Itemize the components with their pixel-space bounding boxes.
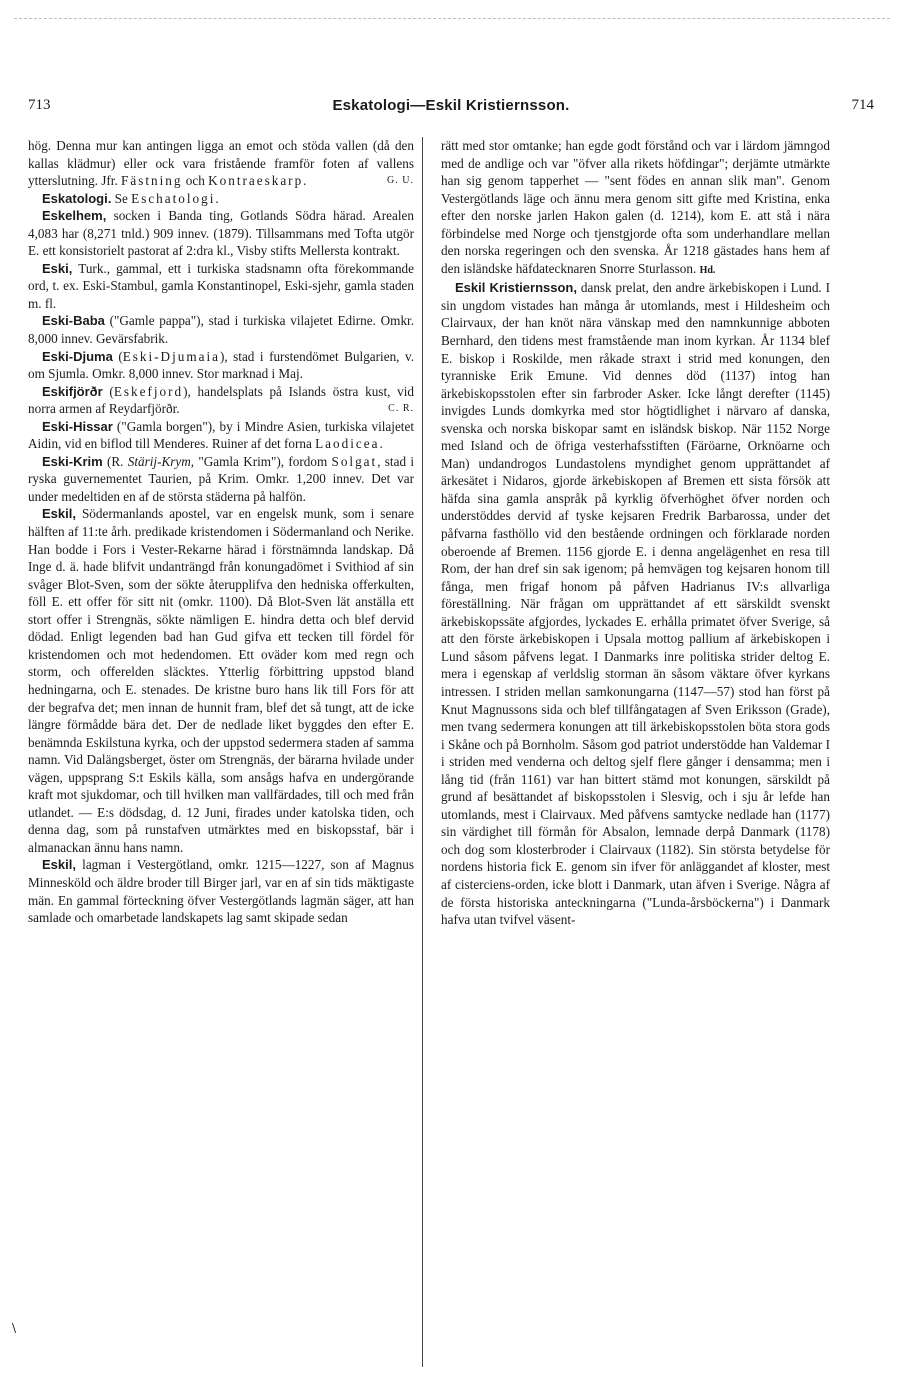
entry-eski: Eski, Turk., gammal, ett i turkiska stadsnamn ofta förekommande ord, t. ex. Eski-Stambul, gamla Konstantinopel, Eski-sjehr, gamla staden m. fl. — [28, 260, 414, 311]
headword: Eskatologi. — [42, 190, 112, 206]
headword: Eskifjörðr — [42, 383, 103, 399]
entry-eski-baba: Eski-Baba ("Gamle pappa"), stad i turkiska vilajetet Edirne. Omkr. 8,000 innev. Gevärsfabrik. — [28, 313, 414, 347]
entry-eskil-apostel: Eskil, Södermanlands apostel, var en engelsk munk, som i senare hälften af 11:te årh. predikade kristendomen i Södermanland och Nerike. Han bodde i Fors i Vester-Rekarne härad i förstnämnda landskap. Då Inge d. ä. hade blifvit undanträngd från konungadömet i Svithiod af sin svåger Blot-Sven, som der sökte återupplifva den hedniska offerkulten, föll E. ett offer för sitt nit (omkr. 1100). Då Blot-Sven lät anställa ett stort offer i Strengnäs, sökte nämligen E. hindra detta och blef dervid dödad. Enligt legenden bad han Gud gifva ett tecken till fördel för kristendomen och mot hedendomen. Ett oväder kom med regn och storm, och offerelden släcktes. Ytterlig förbittring uppstod bland hedningarna, och E. stenades. De kristne buro hans lik till Fors för att der begrafva det; men innan de hunnit fram, blef det så tungt, att de icke längre förmådde bära det. Der de nedlade liket byggdes den efter E. benämnda Eskilstuna kyrka, och der uppstod sedermera staden af samma namn. Vid Dalängsberget, öster om Strengnäs, der bärarna hvilade under vägen, uppsprang S:t Eskils källa, som ansågs hafva en undergörande kraft mot sjukdomar, och till hvilken man vallfärdades, till och med från utlandet. — E:s dödsdag, d. 12 Juni, firades under katolska tiden, och denna dag, som på runstafven utmärktes med en biskopsstaf, bär i almanackan ännu hans namn. — [28, 506, 414, 855]
headword: Eski, — [42, 260, 73, 276]
left-column — [28, 137, 414, 927]
entry-continuation: hög. Denna mur kan antingen ligga an emot och stöda vallen (då den kallas klädmur) eller ock vara fristående framför foten af vallens ytterslutning. Jfr. Fästning och Kontraeskarp. G. U. — [28, 138, 414, 189]
headword: Eski-Baba — [42, 313, 105, 329]
headword: Eski-Hissar — [42, 418, 113, 434]
top-scan-rule — [14, 18, 890, 19]
page-number-left: 713 — [28, 97, 51, 113]
margin-mark: \ — [12, 1321, 17, 1335]
entry-eskelhem: Eskelhem, socken i Banda ting, Gotlands Södra härad. Arealen 4,083 har (8,271 tnld.) 909 innev. (1879). Tillsammans med Tofta utgör E. ett konsistorielt pastorat af 2:dra kl., Visby stifts Mellersta kontrakt. — [28, 208, 414, 259]
headword: Eski-Djuma — [42, 348, 113, 364]
author-signature: Hd. — [699, 264, 716, 276]
entry-eskil-lagman: Eskil, lagman i Vestergötland, omkr. 1215—1227, son af Magnus Minnesköld och äldre broder till Birger jarl, var en af sin tids mäktigaste män. En gammal förteckning öfver Vestergötlands lagmän säger, att han samlade och omarbetade landskapets lag samt skipade sedan — [28, 857, 414, 926]
entry-eski-djuma: Eski-Djuma (Eski-Djumaia), stad i furstendömet Bulgarien, v. om Sjumla. Omkr. 8,000 innev. Stor marknad i Maj. — [28, 348, 414, 382]
right-column — [441, 137, 830, 929]
entry-eski-hissar: Eski-Hissar ("Gamla borgen"), by i Mindre Asien, turkiska vilajetet Aidin, vid en biflod till Menderes. Ruiner af det forna Laodicea. — [28, 418, 414, 452]
headword: Eskil, — [42, 506, 76, 522]
running-title: Eskatologi—Eskil Kristiernsson. — [332, 97, 570, 114]
headword: Eskil, — [42, 857, 76, 873]
page-header — [28, 97, 874, 119]
entry-eskil-kristiernsson: Eskil Kristiernsson, dansk prelat, den andre ärkebiskopen i Lund. I sin ungdom vistades han många år utomlands, mest i Hildesheim och Clairvaux, der han knöt nära vänskap med den namnkunnige abboten Bernhard, den tidens mest framstående man inom kyrkan. År 1134 blef E. biskop i Roskilde, men råkade straxt i strid med konungen, den tyranniske Erik Emune. Vid dennes död (1137) intog han ärkebiskopsstolen efter sin farbroder Asker. Icke långt derefter (1145) invigdes Lunds domkyrka med stor högtidlighet i närvaro af danska, svenska och norska biskopar samt en isländsk biskop. När 1152 Norge med Island och de öfriga vesterhafsstiften (Färöarne, Orknöarne och Man) undandrogos Lundastolens myndighet genom upprättandet af ärkesätet i Nidaros, gjorde ärkebiskopen af Bremen ett sista försök att häfda sina gamla anspråk på kyrklig öfverhöghet öfver norden och understöddes dervid af tyske kejsaren Fredrik Barbarossa, under det påfvarna fasthöllo vid den bestående ordningen och förklarade norden oberoende af Bremen. 1156 gjorde E. i denna angelägenhet en resa till Rom, der han dref sin sak igenom; på hemvägen tog kejsaren honom till fånga, men frigaf honom på påfven Hadrianus IV:s allvarliga föreställning. När frågan om upprättandet af ett särskildt svenskt ärkebiskopssäte afgjordes, lyckades E. erhålla primatet öfver Sverige, så att den förste ärkebiskopen i Upsala mottog pallium af ärkebiskopen i Lund såsom påfvens legat. I Danmarks inre politiska strider deltog E. mera i egenskap af verldslig storman än såsom väktare öfver kyrkans intressen. I striden mellan samkonungarna (1147—57) stod han först på Knut Magnussons sida och blef tillfångatagen af Sven Eriksson (Grade), men tvang sedermera konungen att till ärkebiskopsstolen böta stora gods i Skåne och på Bornholm. Såsom god patriot understödde han Valdemar I i striden med venderna och deltog sjelf flere gånger i densamma; men i lång tid (från 1161) var han bittert stämd mot konungen, särskildt på grund af besättandet af biskopsstolen i Slesvig, och i sju år lefde han utomlands, mest i Clairvaux. Med påfvens samtycke nedlade han (1177) sin värdighet till förmån för Absalon, lemnade derpå Danmark (1178) och dog som klosterbroder i Clairvaux (1182). Sin största betydelse för nordens historia fick E. genom sin ifver för anläggandet af kloster, mest af cisterciens-orden, icke blott i Danmark, utan äfven i Sverige. Några af de första historiska anteckningarna ("Lunda-årsböckerna") i Danmark hafva utan tvifvel väsent- — [441, 280, 830, 928]
entry-eskatologi: Eskatologi. Se Eschatologi. — [42, 190, 219, 206]
headword: Eski-Krim — [42, 453, 103, 469]
author-signature: C. R. — [388, 403, 414, 415]
headword: Eskil Kristiernsson, — [455, 280, 577, 296]
headword: Eskelhem, — [42, 208, 107, 224]
column-divider — [422, 137, 423, 1367]
entry-eski-krim: Eski-Krim (R. Stärij-Krym, "Gamla Krim"), fordom Solgat, stad i ryska guvernementet Taurien, på Krim. Omkr. 1,200 innev. Det var under medeltiden en af de största städerna på halfön. — [28, 453, 414, 504]
entry-continuation: rätt med stor omtanke; han egde godt förstånd och var i lärdom jämngod med de andlige och var "öfver alla rikets höfdingar"; derjämte utmärkte han sig genom tapperhet — "sent födes en annan slik man". Genom Vestergötlands läge och ännu mera genom sitt gifte med Kristina, enka efter den norske jarlen Hakon galen (d. 1214), kom E. att stå i nära förbindelse med Norge och tjenstgjorde ofta som underhandlare mellan den norska regeringen och den svenska. År 1218 gästades hans hem af den isländske häfdatecknaren Snorre Sturlasson. Hd. — [441, 138, 830, 276]
entry-eskifjordr: Eskifjörðr (Eskefjord), handelsplats på Islands östra kust, vid norra armen af Reydarfjörðr. C. R. — [28, 383, 414, 417]
author-signature: G. U. — [387, 175, 414, 187]
page-number-right: 714 — [851, 97, 874, 113]
